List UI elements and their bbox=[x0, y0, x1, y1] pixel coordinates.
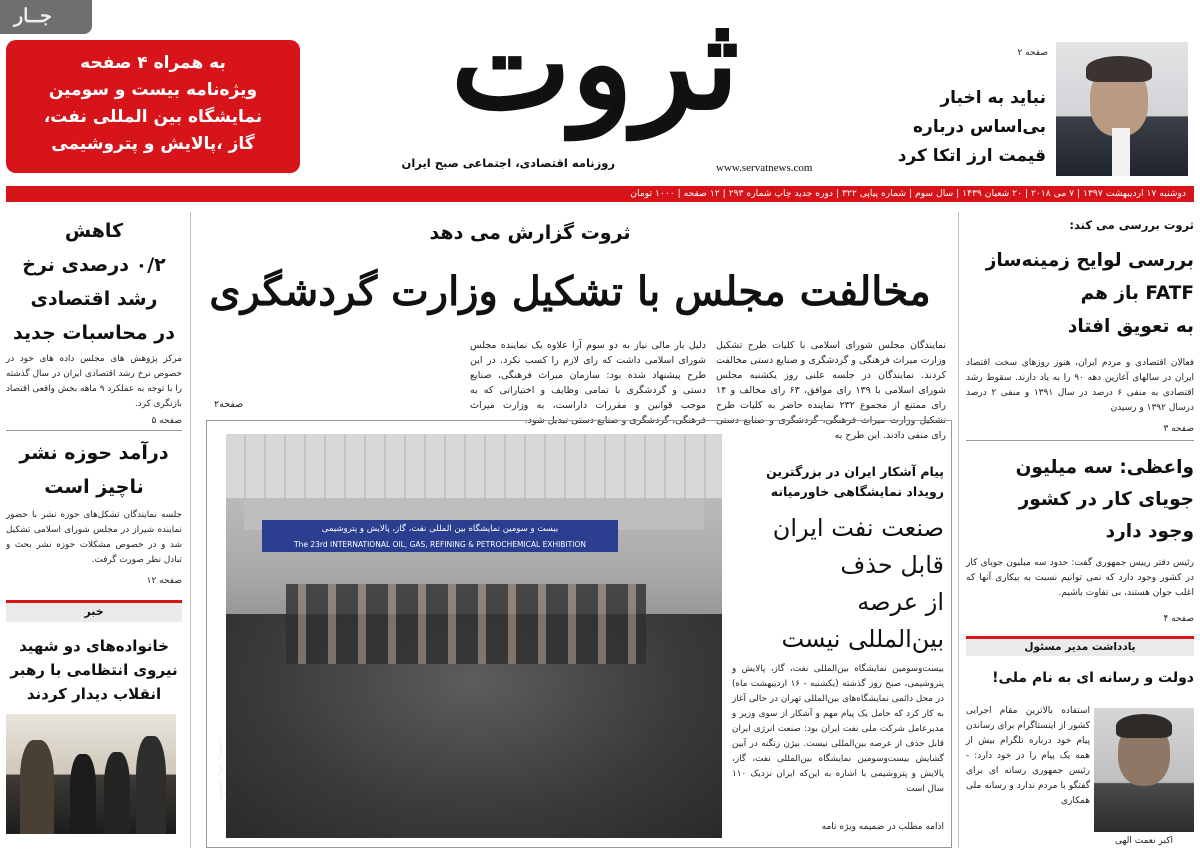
photo-story-body: بیست‌وسومین نمایشگاه بین‌المللی نفت، گاز، پالایش و پتروشیمی، صبح روز گذشته (یکشنبه - ۱۶ اردیبهشت ماه) در محل دائمی نمایشگاه‌های بین‌المللی تهران در حالی آغاز به کار کرد که حامل یک پیام مهم و آشکار از سوی وزیر و مدیرعامل شرکت ملی نفت ایران بود: صنعت انرژی ایران قابل حذف از عرصه بین‌المللی نیست. بیژن زنگنه در آیین گشایش بیست‌وسومین نمایشگاه بین‌المللی نفت، گاز، پالایش و پتروشیمی با اشاره به این‌که ایران نزدیک ۱۱۰ سال است bbox=[732, 664, 944, 794]
editorial-author: اکبر نعمت الهی bbox=[1115, 836, 1173, 846]
masthead-website: www.servatnews.com bbox=[716, 162, 813, 174]
publishing-headline[interactable] bbox=[6, 436, 182, 504]
lead-kicker: ثروت گزارش می دهد bbox=[429, 222, 631, 244]
lead-page: صفحه۲ bbox=[214, 399, 244, 410]
exhibition-banner bbox=[262, 520, 618, 552]
lead-body-col1: نمایندگان مجلس شورای اسلامی با کلیات طرح تشکیل وزارت میراث فرهنگی و گردشگری و صنایع دستی مخالفت کردند. نمایندگان در جلسه علنی روز یکشنبه مجلس شورای اسلامی با ۱۳۹ رای موافق، ۶۳ رای مخالف و ۱۴ رای ممتنع از مجموع ۲۳۲ نماینده حاضر به کلیات طرح تشکیل وزارت میراث فرهنگی، گردشگری و صنایع دستی رای منفی دادند. این طرح به bbox=[716, 340, 946, 441]
photo-headline-line: قابل حذف bbox=[840, 551, 944, 579]
top-story-line: نباید به اخبار bbox=[940, 88, 1046, 108]
photo-headline[interactable] bbox=[732, 510, 944, 658]
author-portrait bbox=[1094, 708, 1194, 832]
fatf-body: فعالان اقتصادی و مردم ایران، هنوز روزهای سخت اقتصاد ایران در سالهای آغازین دهه ۹۰ را به یاد دارند. سقوط رشد اقتصادی به منفی ۶ درصد در سال ۱۳۹۱ و منفی ۲ درصد درسال ۱۳۹۲ و رسیدن bbox=[966, 358, 1195, 413]
martyrs-headline-line: خانواده‌های دو شهید bbox=[19, 637, 169, 655]
growth-headline-line: ۰/۲ درصدی نرخ bbox=[22, 254, 166, 276]
promo-line: به همراه ۴ صفحه bbox=[80, 53, 226, 73]
photo-kicker-line: رویداد نمایشگاهی خاورمیانه bbox=[770, 484, 944, 499]
lead-body-col2: دلیل بار مالی نیاز به دو سوم آرا علاوه یک نماینده مجلس شورای اسلامی داشت که رای لازم را کسب نکرد. در این طرح پیشنهاد شده بود: سازمان میراث فرهنگی، صنایع دستی و گردشگری با تمامی وظایف و اختیاراتی که به موجب قوانین و مقررات داراست، به وزارت میراث فرهنگی، گردشگری و صنایع دستی تبدیل شود. bbox=[470, 340, 706, 426]
fatf-headline[interactable] bbox=[966, 244, 1194, 343]
top-story-line: بی‌اساس درباره bbox=[913, 117, 1046, 137]
photo-credit: عکس: رضا رستمی bbox=[217, 736, 227, 801]
dateline-bar bbox=[6, 186, 1194, 202]
exhibition-photo[interactable] bbox=[217, 434, 722, 838]
fatf-headline-line: بررسی لوایح زمینه‌ساز bbox=[985, 250, 1194, 271]
top-story-line: قیمت ارز اتکا کرد bbox=[897, 146, 1046, 166]
growth-page: صفحه ۵ bbox=[151, 416, 182, 426]
promo-box[interactable] bbox=[6, 40, 300, 173]
banner-text-fa: بیست و سومین نمایشگاه بین المللی نفت، گاز، پالایش و پتروشیمی bbox=[321, 524, 559, 534]
fatf-page: صفحه ۳ bbox=[1163, 424, 1194, 434]
news-label-bar bbox=[6, 600, 182, 622]
lead-headline[interactable]: مخالفت مجلس با تشکیل وزارت گردشگری bbox=[209, 268, 931, 315]
fatf-headline-line: FATF باز هم bbox=[1080, 283, 1194, 304]
photo-kicker-line: پیام آشکار ایران در بزرگترین bbox=[766, 464, 944, 479]
top-story-headline bbox=[866, 84, 1046, 171]
vaezi-page: صفحه ۴ bbox=[1163, 614, 1194, 624]
martyrs-headline-line: نیروی انتظامی با رهبر bbox=[10, 661, 178, 679]
masthead-logo: ثروت bbox=[450, 0, 740, 139]
lead-body-col3 bbox=[214, 338, 462, 414]
editorial-title[interactable]: دولت و رسانه ای به نام ملی! bbox=[992, 670, 1194, 686]
promo-line: ویژه‌نامه بیست و سومین bbox=[48, 80, 258, 100]
vaezi-body: رئیس دفتر رییس جمهوری گفت: حدود سه میلیون جویای کار در کشور وجود دارد که نمی توانیم نسبت به بیکاری آنها که اغلب جوان هستند، بی تفاوت باشیم. bbox=[966, 558, 1194, 598]
official-portrait bbox=[1056, 42, 1188, 176]
growth-headline-line: کاهش bbox=[64, 220, 124, 242]
photo-headline-line: بین‌المللی نیست bbox=[781, 625, 944, 653]
growth-headline[interactable] bbox=[6, 214, 182, 350]
top-story-page: صفحه ۲ bbox=[1017, 48, 1048, 58]
publishing-headline-line: درآمد حوزه نشر bbox=[19, 442, 169, 464]
martyrs-headline[interactable] bbox=[6, 634, 182, 706]
vaezi-headline[interactable] bbox=[966, 452, 1194, 548]
publishing-body: جلسه نمایندگان تشکل‌های حوزه نشر با حضور نماینده شیراز در مجلس شورای اسلامی تشکیل شد و در خصوص مشکلات حوزه نشر بحث و تبادل نظر صورت گرفت. bbox=[6, 510, 182, 565]
banner-text-en: The 23rd INTERNATIONAL OIL, GAS, REFINING & PETROCHEMICAL EXHIBITION bbox=[294, 540, 586, 549]
masthead-tagline: روزنامه اقتصادی، اجتماعی صبح ایران bbox=[401, 156, 615, 170]
promo-line: نمایشگاه بین المللی نفت، bbox=[43, 107, 263, 127]
vaezi-headline-line: جویای کار در کشور bbox=[1018, 489, 1194, 510]
photo-headline-line: از عرصه bbox=[857, 588, 944, 616]
photo-kicker bbox=[732, 462, 944, 502]
meeting-photo[interactable] bbox=[6, 714, 176, 834]
editorial-body: استفاده بالاترین مقام اجرایی کشور از اینستاگرام برای رساندن پیام خود درباره تلگرام بیش از همه یک پیام را در خود دارد: - رئیس جمهوری رسانه ای برای گفتگو با مردم ندارد و رسانه ملی همکاری bbox=[966, 706, 1090, 806]
promo-line: گاز ،پالایش و پتروشیمی bbox=[51, 134, 255, 154]
growth-headline-line: رشد اقتصادی bbox=[30, 288, 158, 310]
growth-headline-line: در محاسبات جدید bbox=[13, 322, 175, 344]
vaezi-headline-line: وجود دارد bbox=[1105, 521, 1194, 542]
growth-body: مرکز پژوهش های مجلس داده های خود در خصوص نرخ رشد اقتصادی ایران در سال گذشته را با توجه به عملکرد ۹ ماهه بخش واقعی اقتصاد بازنگری کرد. bbox=[6, 354, 182, 409]
fatf-headline-line: به تعویق افتاد bbox=[1067, 316, 1194, 337]
photo-story-continued: ادامه مطلب در ضمیمه ویژه نامه bbox=[821, 822, 944, 832]
editorial-label: یادداشت مدیر مسئول bbox=[1024, 641, 1136, 653]
publishing-headline-line: ناچیز است bbox=[44, 476, 144, 498]
top-story[interactable] bbox=[860, 40, 1194, 180]
corner-tag bbox=[0, 0, 92, 34]
editorial-label-bar bbox=[966, 636, 1194, 656]
martyrs-headline-line: انقلاب دیدار کردند bbox=[26, 685, 162, 703]
photo-headline-line: صنعت نفت ایران bbox=[772, 514, 944, 542]
right-kicker: ثروت بررسی می کند: bbox=[1069, 218, 1194, 232]
news-label: خبر bbox=[84, 605, 104, 618]
vaezi-headline-line: واعظی: سه میلیون bbox=[1015, 457, 1194, 478]
publishing-page: صفحه ۱۲ bbox=[146, 576, 182, 586]
dateline-text: دوشنبه ۱۷ اردیبهشت ۱۳۹۷ | ۷ می ۲۰۱۸ | ۲۰ شعبان ۱۴۳۹ | سال سوم | شماره پیاپی ۳۲۲ | دوره جدید چاپ شماره ۲۹۳ | ۱۲ صفحه | ۱۰۰۰ تومان bbox=[630, 188, 1186, 199]
corner-tag-label: جــار bbox=[14, 5, 52, 27]
